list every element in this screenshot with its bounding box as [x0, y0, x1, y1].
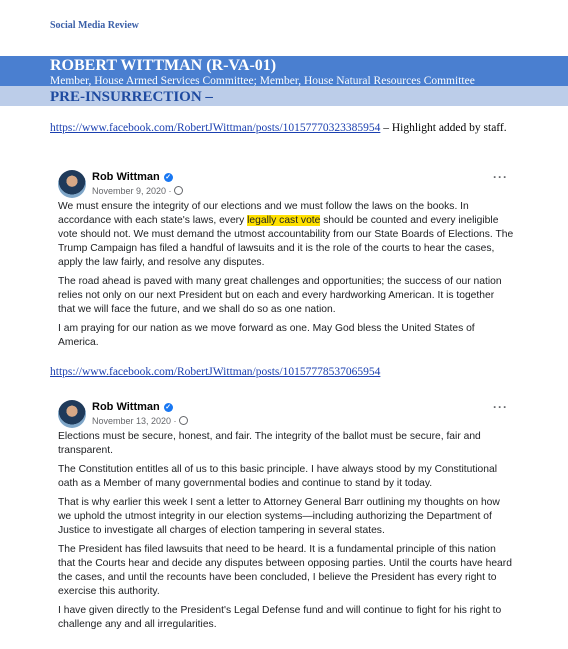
document-label: Social Media Review [50, 20, 139, 31]
avatar[interactable] [58, 400, 86, 428]
facebook-post-2 [50, 392, 520, 642]
globe-icon [179, 416, 188, 425]
author-name[interactable]: Rob Wittman [92, 171, 160, 183]
author-name[interactable]: Rob Wittman [92, 401, 160, 413]
post-date-text[interactable]: November 9, 2020 · [92, 186, 172, 196]
post-paragraph: I am praying for our nation as we move forward as one. May God bless the United States of America. [58, 323, 475, 348]
post-author[interactable] [92, 170, 173, 184]
more-options-icon[interactable]: ··· [493, 400, 508, 414]
post-paragraph: The Constitution entitles all of us to this basic principle. I have always stood by my Constitutional oath as a Member of many governmental bodies and continue to stand by it today. [58, 464, 497, 489]
post-paragraph: I have given directly to the President's Legal Defense fund and will continue to fight for his right to challenge any and all irregularities. [58, 605, 502, 630]
source-note: – Highlight added by staff. [380, 122, 507, 134]
source-link-2[interactable]: https://www.facebook.com/RobertJWittman/posts/10157778537065954 [50, 366, 381, 378]
verified-badge-icon: ✓ [165, 404, 172, 411]
post-date[interactable] [92, 184, 183, 198]
facebook-post-1 [50, 162, 520, 358]
source-line-2 [50, 366, 520, 379]
more-options-icon[interactable]: ··· [493, 170, 508, 184]
post-body [58, 200, 514, 355]
post-paragraph: We must ensure the integrity of our elections and we must follow the laws on the books. In accordance with each state's laws, every legally cast vote should be counted and every ineligible vote should not. We must demand the utmost accountability from our State Boards of Elections. The Trump Campaign has filed a handful of lawsuits and it is the role of the courts to hear the cases, apply the law fairly, and resolve any disputes. [58, 201, 514, 268]
source-link-1[interactable]: https://www.facebook.com/RobertJWittman/posts/10157770323385954 [50, 122, 381, 134]
source-line-1 [50, 122, 520, 135]
section-heading: PRE-INSURRECTION – [50, 89, 213, 105]
member-committees: Member, House Armed Services Committee; Member, House Natural Resources Committee [50, 75, 475, 87]
post-paragraph: The road ahead is paved with many great challenges and opportunities; the success of our nation relies not only on our next President but on each and every hardworking American. It is together that we will face the future, and we shall do so as one nation. [58, 276, 502, 315]
post-date[interactable] [92, 414, 188, 428]
post-date-text[interactable]: November 13, 2020 · [92, 416, 177, 426]
post-paragraph: Elections must be secure, honest, and fair. The integrity of the ballot must be secure, fair and transparent. [58, 431, 481, 456]
post-paragraph: The President has filed lawsuits that need to be heard. It is a fundamental principle of this nation that the Courts hear and decide any disputes between opposing parties. Until the courts have heard the cases, and until the recounts have been concluded, I believe the President has every right to exercise this authority. [58, 544, 512, 597]
post-paragraph: That is why earlier this week I sent a letter to Attorney General Barr outlining my thoughts on how we uphold the utmost integrity in our election systems—including authorizing the Department of Justice to investigate all charges of election tampering in several states. [58, 497, 500, 536]
highlighted-text: legally cast vote [247, 215, 321, 226]
verified-badge-icon: ✓ [165, 174, 172, 181]
globe-icon [174, 186, 183, 195]
avatar[interactable] [58, 170, 86, 198]
member-name: ROBERT WITTMAN (R-VA-01) [50, 57, 277, 74]
post-body [58, 430, 514, 637]
post-author[interactable] [92, 400, 173, 414]
